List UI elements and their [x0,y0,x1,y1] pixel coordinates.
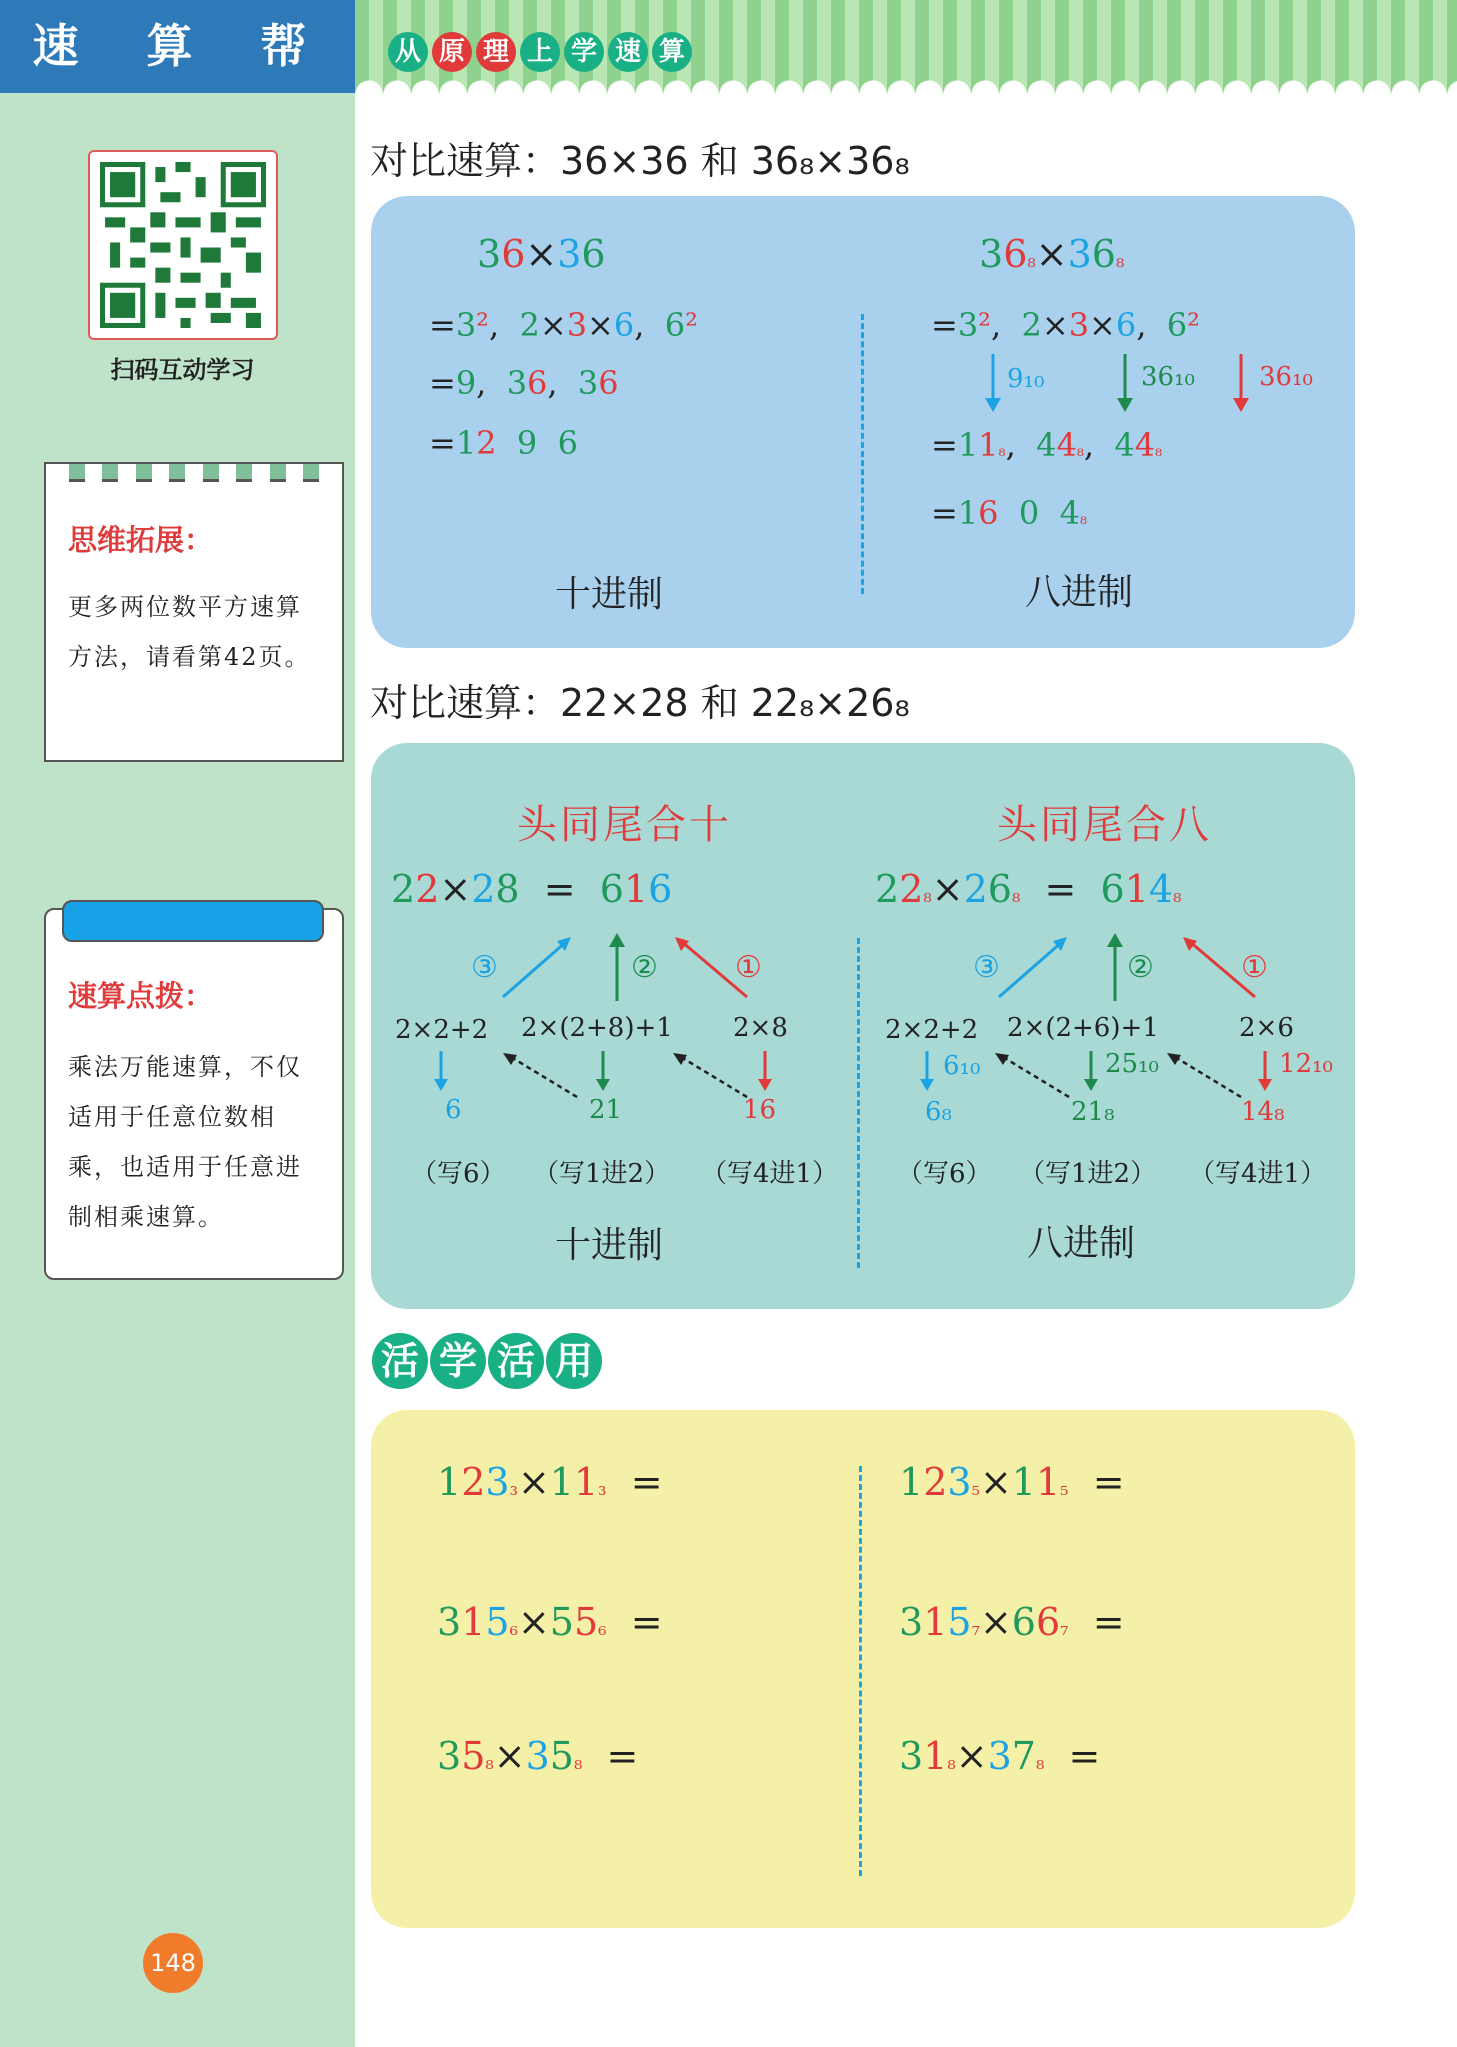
down-arrow-icon [755,1051,775,1093]
s1-right-row4: =16 0 4₈ [931,494,1087,532]
dashed-carry-arrow-icon [993,1051,1073,1101]
s2-right-calc-3: 2×6 [1239,1013,1294,1043]
divider [857,938,860,1268]
step-2-marker: ② [1127,950,1154,985]
slogan-char: 速 [608,32,648,72]
up-arrow-icon [607,933,627,1003]
qr-caption: 扫码互动学习 [110,356,255,384]
down-arrow-icon [1231,354,1251,414]
s1-right-row1: =3², 2×3×6, 6² [931,306,1200,344]
badge-char: 学 [430,1333,486,1389]
slogan-char: 学 [564,32,604,72]
s1-left-title: 36×36 [477,232,606,276]
slogan-char: 理 [476,32,516,72]
s2-left-calc-3: 2×8 [733,1013,788,1043]
card-title: 思维拓展： [68,523,214,557]
tips-card [44,908,344,1280]
card-body: 乘法万能速算，不仅适用于任意位数相乘，也适用于任意进制相乘速算。 [68,1053,302,1231]
down-arrow-icon [593,1051,613,1093]
practice-item[interactable]: 35₈×35₈ = [437,1734,639,1778]
s2-right-conv-1: 6₁₀ [943,1051,981,1081]
down-arrow-icon [1115,354,1135,414]
step-2-marker: ② [631,950,658,985]
section2-heading: 对比速算：22×28 和 22₈×26₈ [370,681,910,725]
down-arrow-icon [917,1051,937,1093]
s2-right-rule: 头同尾合八 [997,802,1212,848]
practice-item[interactable]: 315₇×66₇ = [899,1600,1125,1644]
s1-left-base: 十进制 [555,574,664,615]
s1-right-row3: =11₈, 44₈, 44₈ [931,426,1163,464]
down-arrow-icon [1081,1051,1101,1093]
s2-right-calc-2: 2×(2+6)+1 [1007,1013,1159,1043]
badge-char: 活 [488,1333,544,1389]
s1-left-row2: =9, 36, 36 [429,364,619,402]
s2-left-res-3: 16 [743,1095,777,1125]
up-arrow-icon [1105,933,1125,1003]
s2-left-equation: 22×28 = 616 [391,867,673,911]
dashed-carry-arrow-icon [501,1051,581,1101]
up-right-arrow-icon [995,933,1075,1003]
tips-card-header [62,900,324,942]
step-1-marker: ① [735,950,762,985]
s2-left-note-2: （写1进2） [533,1159,671,1189]
s1-left-row1: =3², 2×3×6, 6² [429,306,698,344]
slogan-char: 原 [432,32,472,72]
brand-title: 速 算 帮 [0,0,355,93]
s2-left-calc-1: 2×2+2 [395,1015,489,1045]
slogan-char: 从 [388,32,428,72]
slogan-char: 上 [520,32,560,72]
practice-item[interactable]: 315₆×55₆ = [437,1600,663,1644]
s2-left-res-2: 21 [589,1095,623,1125]
step-3-marker: ③ [973,950,1000,985]
s2-right-conv-3: 12₁₀ [1279,1049,1333,1079]
step-3-marker: ③ [471,950,498,985]
section1-panel [371,196,1355,648]
down-arrow-icon [1255,1051,1275,1093]
slogan [388,32,692,72]
badge-char: 用 [546,1333,602,1389]
s2-right-conv-2: 25₁₀ [1105,1049,1159,1079]
badge-char: 活 [372,1333,428,1389]
slogan-char: 算 [652,32,692,72]
s2-left-note-1: （写6） [411,1159,506,1189]
s2-left-rule: 头同尾合十 [517,802,732,848]
s2-right-res-2: 21₈ [1071,1097,1115,1127]
practice-badge [372,1333,602,1389]
s2-right-note-2: （写1进2） [1019,1159,1157,1189]
divider [861,314,864,594]
s1-conv-1: 9₁₀ [1007,364,1045,394]
divider [859,1466,862,1876]
down-arrow-icon [983,354,1003,414]
practice-item[interactable]: 31₈×37₈ = [899,1734,1101,1778]
s1-right-title: 36₈×36₈ [979,232,1125,276]
step-1-marker: ① [1241,950,1268,985]
s1-right-base: 八进制 [1025,572,1134,613]
section2-panel [371,743,1355,1309]
practice-item[interactable]: 123₃×11₃ = [437,1460,663,1504]
dashed-carry-arrow-icon [671,1051,751,1101]
s2-right-equation: 22₈×26₈ = 614₈ [875,867,1182,911]
s1-conv-2: 36₁₀ [1141,362,1195,392]
s2-left-note-3: （写4进1） [701,1159,839,1189]
s1-left-row3: =12 9 6 [429,424,578,462]
s2-left-calc-2: 2×(2+8)+1 [521,1013,673,1043]
s2-left-base: 十进制 [555,1225,664,1266]
down-arrow-icon [431,1051,451,1093]
thinking-extension-card [44,462,344,762]
s2-right-note-1: （写6） [897,1159,992,1189]
card-title: 速算点拨： [68,979,214,1013]
s2-right-calc-1: 2×2+2 [885,1015,979,1045]
section1-heading: 对比速算：36×36 和 36₈×36₈ [370,139,910,183]
s2-left-res-1: 6 [445,1095,462,1125]
practice-panel [371,1410,1355,1928]
s2-right-res-3: 14₈ [1241,1097,1285,1127]
s2-right-note-3: （写4进1） [1189,1159,1327,1189]
s1-conv-3: 36₁₀ [1259,362,1313,392]
up-right-arrow-icon [499,933,579,1003]
dashed-carry-arrow-icon [1165,1051,1245,1101]
qr-code-icon [100,162,266,328]
s2-right-res-1: 6₈ [925,1097,952,1127]
qr-code[interactable] [88,150,278,340]
notepad-rings [46,464,342,484]
card-body: 更多两位数平方速算方法，请看第42页。 [68,593,311,671]
s2-right-base: 八进制 [1027,1223,1136,1264]
practice-item[interactable]: 123₅×11₅ = [899,1460,1125,1504]
page-number: 148 [143,1933,203,1993]
